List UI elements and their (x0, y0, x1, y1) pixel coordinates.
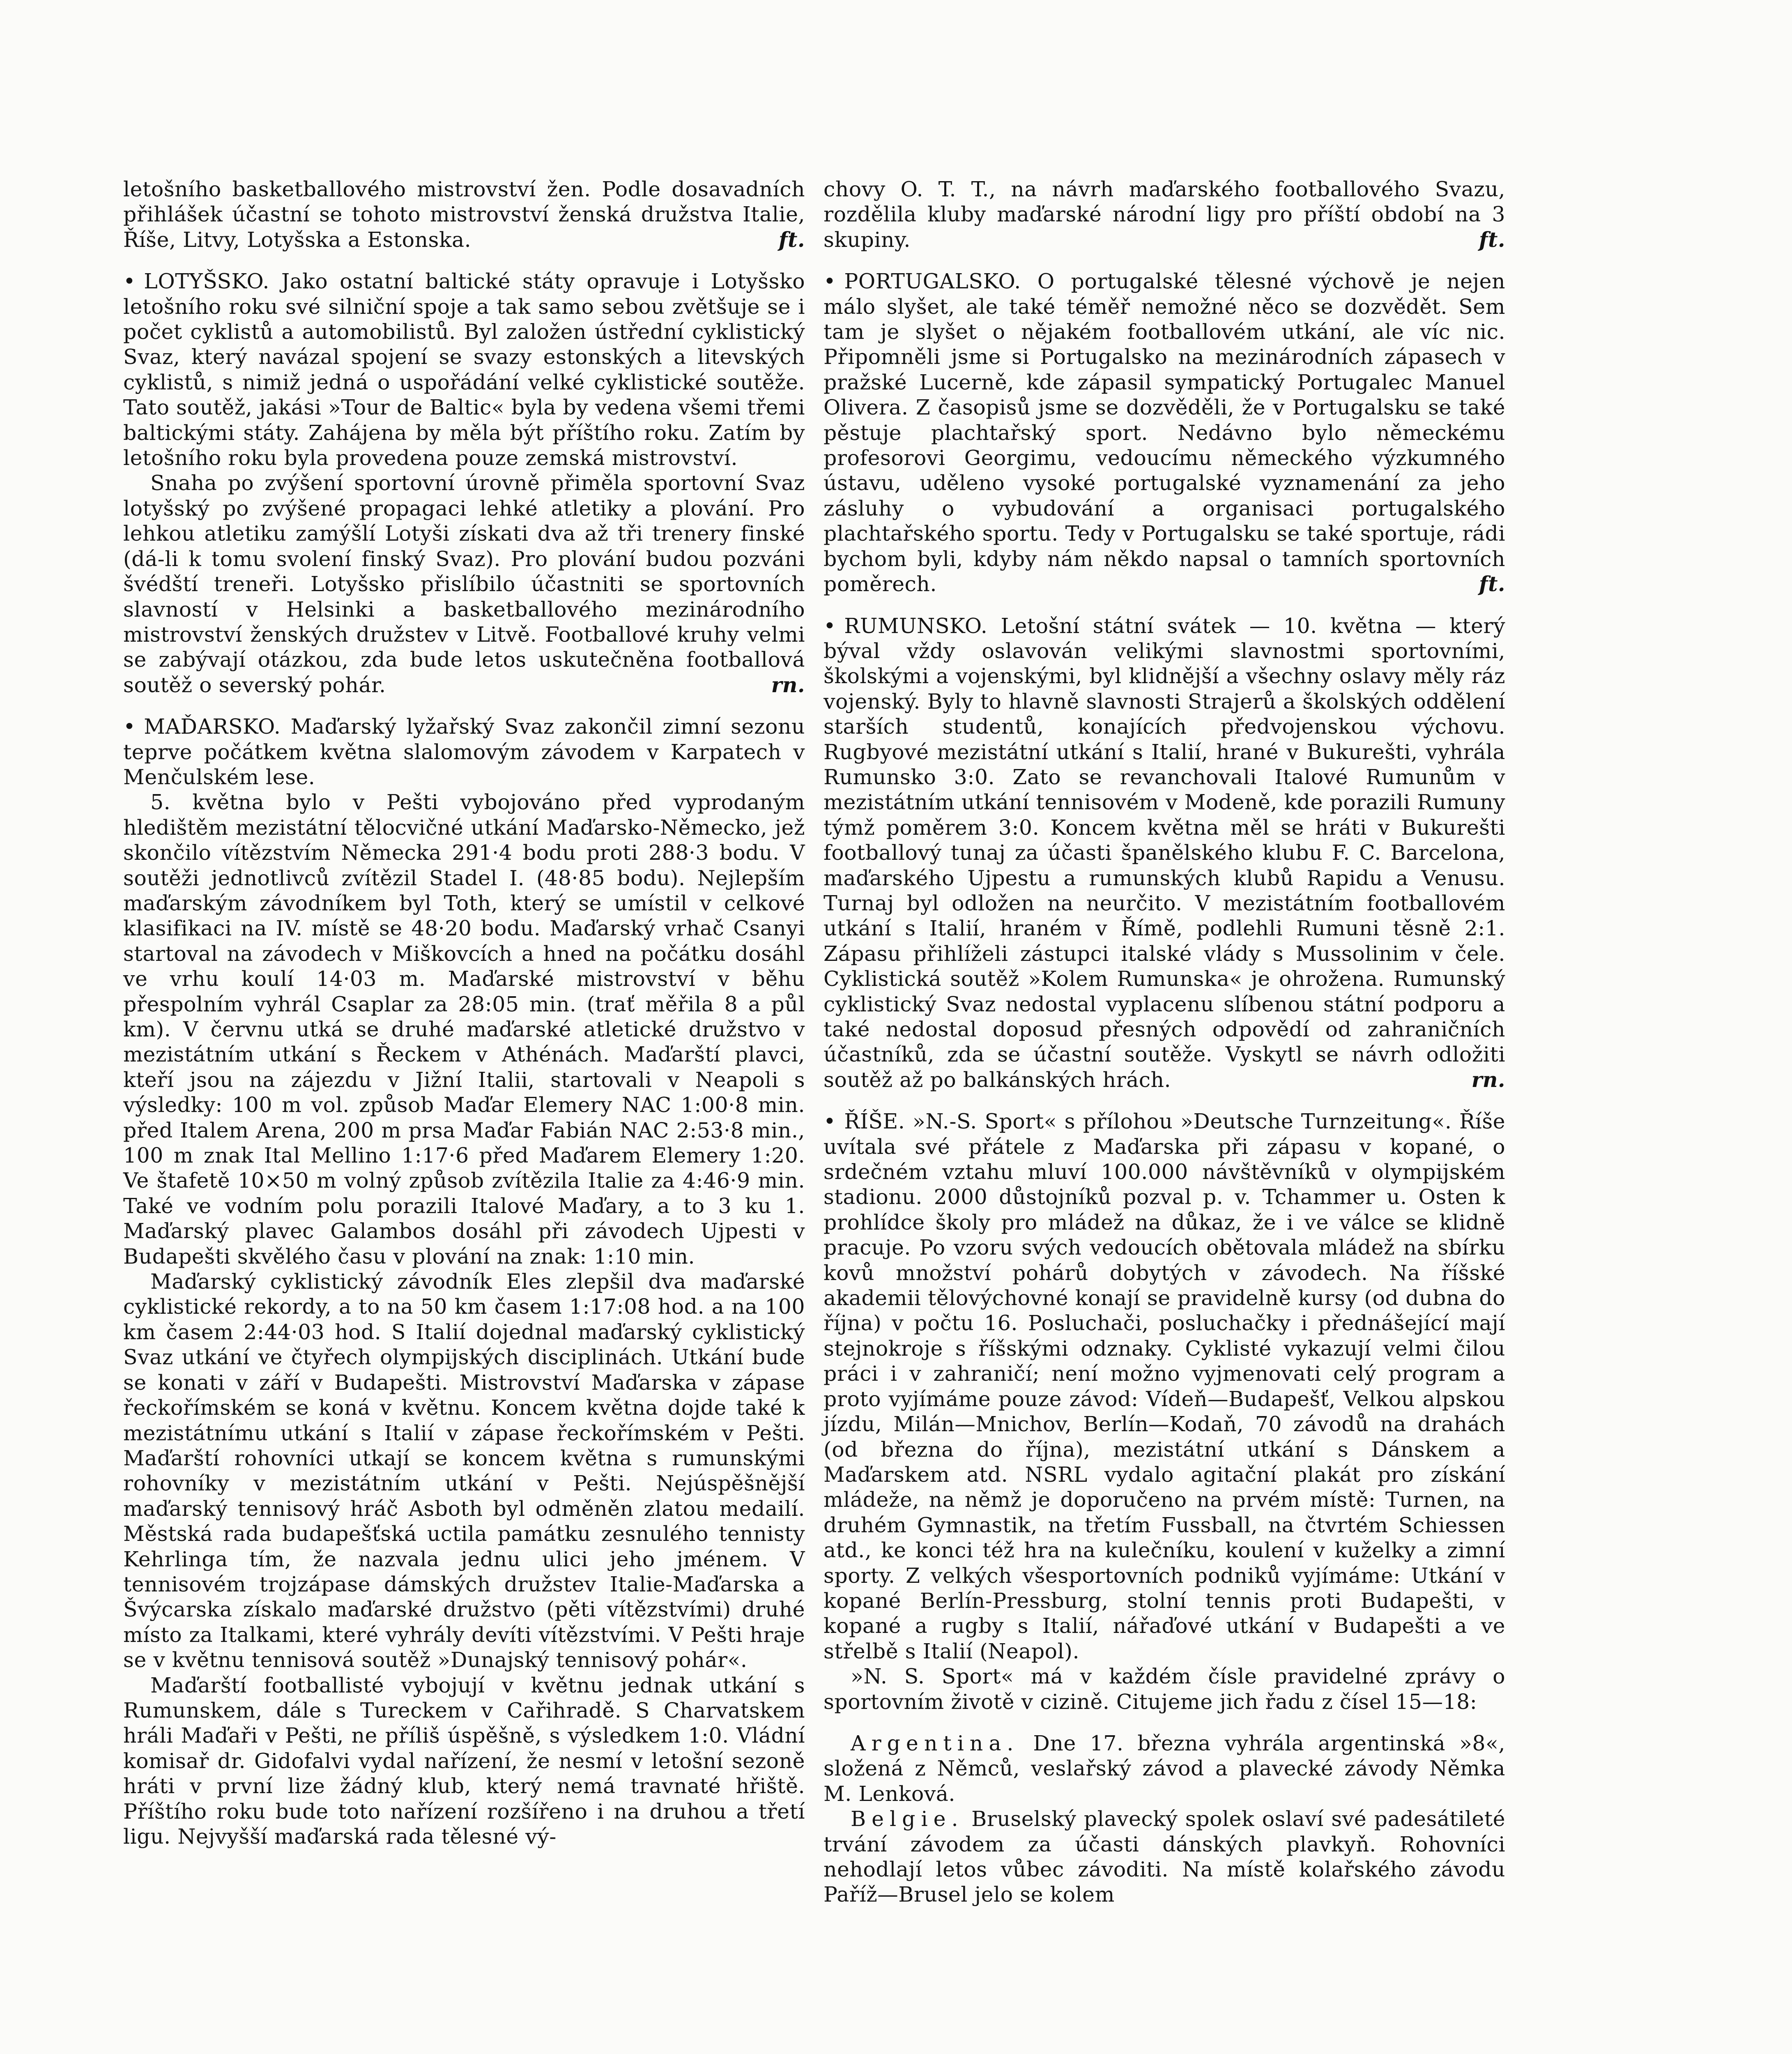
author-signature: ft. (1479, 572, 1505, 596)
paragraph-text: Snaha po zvýšení sportovní úrovně přiměla sportovní Svaz lotyšský po zvýšené propagaci lehké atletiky a plování. Pro lehkou atletiku zamýšlí Lotyši získati dva až tři trenery finské (dá-li k tomu svolení finský Svaz). Pro plování budou pozváni švédští treneři. Lotyšsko přislíbilo účastniti se sportovních slavností v Helsinki a basketballového mezinárodního mistrovství ženských družstev v Litvě. Footballové kruhy velmi se zabývají otázkou, zda bude letos uskutečněna footballová soutěž o severský pohár. (123, 471, 805, 697)
paragraph (123, 470, 805, 698)
paragraph-text: Bruselský plavecký spolek oslaví své padesátileté trvání závodem za účasti dánských plavkyň. Rohovníci nehodlají letos vůbec závoditi. Na místě kolařského závodu Paříž—Brusel jelo se kolem (824, 1807, 1506, 1907)
paragraph-text: Dne 17. března vyhrála argentinská »8«, složená z Němců, veslařský závod a plavecké závody Němka M. Lenková. (824, 1731, 1505, 1806)
section-bullet: • (824, 1109, 836, 1134)
section-text: »N.-S. Sport« s přílohou »Deutsche Turnzeitung«. Říše uvítala své přátele z Maďarska při zápasu v kopané, o srdečném vztahu mluví 100.000 návštěvníků v olympijském stadionu. 2000 důstojníků pozval p. v. Tchammer u. Osten k prohlídce školy pro mládež na důkaz, že i ve válce se klidně pracuje. Po vzoru svých vedoucích obětovala mládež na sbírku kovů množství pohárů dobytých v závodech. Na říšské akademii tělovýchovné konají se pravidelně kursy (od dubna do října) v počtu 16. Posluchači, posluchačky i přednášející mají stejnokroje s říšskými odznaky. Cyklisté vykazují velmi čilou práci i v zahraničí; není možno vyjmenovati celý program a proto vyjímáme pouze závod: Vídeň—Budapešť, Velkou alpskou jízdu, Milán—Mnichov, Berlín—Kodaň, 70 závodů na drahách (od března do října), mezistátní utkání s Dánskem a Maďarskem atd. NSRL vydalo agitační plakát pro získání mládeže, na němž je doporučeno na prvém místě: Turnen, na druhém Gymnastik, na třetím Fussball, na čtvrtém Schiessen atd., ke konci též hra na kulečníku, koulení v kuželky a zimní sporty. Z velkých všesportovních podniků vyjímáme: Utkání v kopané Berlín-Pressburg, stolní tennis proti Budapešti, v kopané a rugby s Italií, nářaďové utkání v Budapešti a ve střelbě s Italií (Neapol). (824, 1109, 1506, 1663)
section-romania (824, 613, 1505, 1093)
section-bullet: • (824, 269, 836, 294)
section-title-latvia: LOTYŠSKO. (144, 269, 269, 294)
section-portugal (824, 269, 1505, 596)
section-text: O portugalské tělesné výchově je nejen málo slyšet, ale také téměř nemožné něco se dozvědět. Sem tam je slyšet o nějakém footballovém utkání, ale víc nic. Připomněli jsme si Portugalsko na mezinárodních zápasech v pražské Lucerně, kde zápasil sympatický Portugalec Manuel Olivera. Z časopisů jsme se dozvěděli, že v Portugalsku se také pěstuje plachtařský sport. Nedávno bylo německému profesorovi Georgimu, vedoucímu německého výzkumného ústavu, uděleno vysoké portugalské vyznamenání za jeho zásluhy o vybudování a organisaci portugalského plachtařského sportu. Tedy v Portugalsku se také sportuje, rádi bychom byli, kdyby nám někdo napsal o tamních sportovních poměrech. (824, 269, 1505, 596)
section-title-romania: RUMUNSKO. (844, 613, 988, 638)
country-label-belgium: Belgie. (851, 1807, 964, 1831)
author-signature: ft. (778, 227, 805, 252)
section-text: Letošní státní svátek — 10. května — který býval vždy oslavován velikými slavnostmi sportovními, školskými a vojenskými, byl klidnější a všechny oslavy měly ráz vojenský. Byly to hlavně slavnosti Strajerů a školských oddělení starších studentů, konajících předvojenskou výchovu. Rugbyové mezistátní utkání s Italií, hrané v Bukurešti, vyhrála Rumunsko 3:0. Zato se revanchovali Italové Rumunům v mezistátním utkání tennisovém v Modeně, kde porazili Rumuny týmž poměrem 3:0. Koncem května měl se hráti v Bukurešti footballový tunaj za účasti španělského klubu F. C. Barcelona, maďarského Ujpestu a rumunských klubů Rapidu a Venusu. Turnaj byl odložen na neurčito. V mezistátním footballovém utkání s Italií, hraném v Římě, podlehli Rumuni těsně 2:1. Zápasu přihlíželi zástupci italské vlády s Mussolinim v čele. Cyklistická soutěž »Kolem Rumunska« je ohrožena. Rumunský cyklistický Svaz nedostal vyplacenu slíbenou státní podporu a také nedostal doposud přesných odpovědí od zahraničních účastníků, zda se účastní soutěže. Vyskytl se návrh odložiti soutěž až po balkánských hrách. (824, 613, 1505, 1092)
section-title-hungary: MAĎARSKO. (144, 714, 281, 739)
section-title-reich: ŘÍŠE. (844, 1109, 905, 1134)
section-bullet: • (824, 613, 836, 638)
section-reich (824, 1109, 1505, 1664)
intro-text: letošního basketballového mistrovství žen. Podle dosavadních přihlášek účastní se tohoto mistrovství ženská družstva Italie, Říše, Litvy, Lotyšska a Estonska. (123, 177, 805, 252)
country-label-argentina: Argentina. (851, 1731, 1019, 1755)
section-bullet: • (123, 269, 136, 294)
continuation-paragraph (824, 177, 1505, 252)
continuation-text: chovy O. T. T., na návrh maďarského footballového Svazu, rozdělila kluby maďarské národní ligy pro příští období na 3 skupiny. (824, 177, 1505, 252)
paragraph: »N. S. Sport« má v každém čísle pravidelné zprávy o sportovním životě v cizině. Citujeme jich řadu z čísel 15—18: (824, 1664, 1505, 1714)
author-signature: rn. (771, 672, 805, 697)
author-signature: rn. (1471, 1067, 1505, 1092)
author-signature: ft. (1479, 227, 1505, 252)
paragraph-argentina (824, 1731, 1505, 1806)
section-text: Jako ostatní baltické státy opravuje i Lotyšsko letošního roku své silniční spoje a tak samo sebou zvětšuje se i počet cyklistů a automobilistů. Byl založen ústřední cyklistický Svaz, který navázal spojení se svazy estonských a litevských cyklistů, s nimiž jedná o uspořádání velké cyklistické soutěže. Tato soutěž, jakási »Tour de Baltic« byla by vedena všemi třemi baltickými státy. Zahájena by měla být příštího roku. Zatím by letošního roku byla provedena pouze zemská mistrovství. (123, 269, 805, 470)
section-text: Maďarský lyžařský Svaz zakončil zimní sezonu teprve počátkem května slalomovým závodem v Karpatech v Menčulském lese. (123, 714, 805, 789)
paragraph: 5. května bylo v Pešti vybojováno před vyprodaným hledištěm mezistátní tělocvičné utkání Maďarsko-Německo, jež skončilo vítězstvím Německa 291·4 bodu proti 288·3 bodu. V soutěži jednotlivců zvítězil Stadel I. (48·85 bodu). Nejlepším maďarským závodníkem byl Toth, který se umístil v celkové klasifikaci na IV. místě se 48·20 bodu. Maďarský vrhač Csanyi startoval na závodech v Miškovcích a hned na počátku dosáhl ve vrhu koulí 14·03 m. Maďarské mistrovství v běhu přespolním vyhrál Csaplar za 28:05 min. (trať měřila 8 a půl km). V červnu utká se druhé maďarské atletické družstvo v mezistátním utkání s Řeckem v Athénách. Maďarští plavci, kteří jsou na zájezdu v Jižní Italii, startovali v Neapoli s výsledky: 100 m vol. způsob Maďar Elemery NAC 1:00·8 min. před Italem Arena, 200 m prsa Maďar Fabián NAC 2:53·8 min., 100 m znak Ital Mellino 1:17·6 před Maďarem Elemery 1:20. Ve štafetě 10×50 m volný způsob zvítězila Italie za 4:46·9 min. Také ve vodním polu porazili Italové Maďary, a to 3 ku 1. Maďarský plavec Galambos dosáhl při závodech Ujpesti v Budapešti skvělého času v plování na znak: 1:10 min. (123, 790, 805, 1269)
intro-paragraph (123, 177, 805, 252)
paragraph: Maďarští footballisté vybojují v květnu jednak utkání s Rumunskem, dále s Tureckem v Cařihradě. S Charvatskem hráli Maďaři v Pešti, ne příliš úspěšně, s výsledkem 1:0. Vládní komisař dr. Gidofalvi vydal nařízení, že nesmí v letošní sezoně hráti v první lize žádný klub, který nemá travnaté hřiště. Příštího roku bude toto nařízení rozšířeno i na druhou a třetí ligu. Nejvyšší maďarská rada tělesné vý- (123, 1673, 805, 1849)
section-hungary (123, 714, 805, 790)
section-latvia (123, 269, 805, 470)
section-title-portugal: PORTUGALSKO. (844, 269, 1021, 294)
left-column (123, 177, 805, 1849)
section-bullet: • (123, 714, 136, 739)
paragraph-belgium (824, 1806, 1505, 1907)
right-column (824, 177, 1505, 1907)
paragraph: Maďarský cyklistický závodník Eles zlepšil dva maďarské cyklistické rekordy, a to na 50 km časem 1:17:08 hod. a na 100 km časem 2:44·03 hod. S Italií dojednal maďarský cyklistický Svaz utkání ve čtyřech olympijských disciplinách. Utkání bude se konati v září v Budapešti. Mistrovství Maďarska v zápase řeckořímském se koná v květnu. Koncem května dojde také k mezistátnímu utkání s Italií v zápase řeckořímském v Pešti. Maďarští rohovníci utkají se koncem května s rumunskými rohovníky v mezistátním utkání v Pešti. Nejúspěšnější maďarský tennisový hráč Asboth byl odměněn zlatou medailí. Městská rada budapešťská uctila památku zesnulého tennisty Kehrlinga tím, že nazvala jednu ulici jeho jménem. V tennisovém trojzápase dámských družstev Italie-Maďarska a Švýcarska získalo maďarské družstvo (pěti vítězstvími) druhé místo za Italkami, které vyhrály devíti vítězstvími. V Pešti hraje se v květnu tennisová soutěž »Dunajský tennisový pohár«. (123, 1269, 805, 1672)
